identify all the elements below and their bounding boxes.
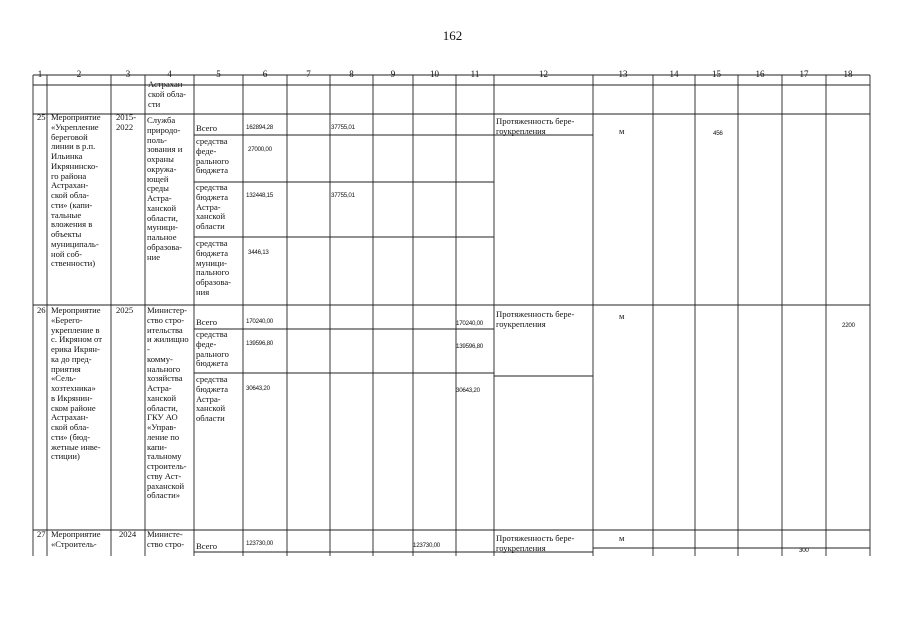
column-header-6: 6 (262, 69, 268, 79)
column-header-3: 3 (125, 69, 131, 79)
column-header-18: 18 (843, 69, 853, 79)
row-26-source-federal: средства феде- рального бюджета (196, 329, 229, 369)
row-26-number: 26 (37, 305, 46, 315)
row-26-regional-col6: 30643,20 (246, 385, 270, 392)
row-26-source-total: Всего (196, 317, 218, 327)
column-header-5: 5 (216, 69, 221, 79)
row-27-total-col10: 123730,00 (413, 542, 440, 549)
row-25-source-regional: средства бюджета Астра- ханской области (196, 182, 229, 231)
column-header-14: 14 (669, 69, 679, 79)
row-27-indicator: Протяженность бере- гоукрепления (496, 533, 575, 553)
column-header-2: 2 (76, 69, 82, 79)
column-header-16: 16 (755, 69, 765, 79)
row-25-executor: Служба природо- поль- зования и охраны окружа- ющей среды Астра- ханской области, муници- пальное образова- ние (147, 115, 183, 262)
row-25-period: 2015- 2022 (116, 112, 137, 132)
row-25-source-municipal: средства бюджета муници- пального образова- ния (196, 238, 232, 297)
row-27-name: Мероприятие «Строитель- (51, 529, 101, 549)
row-26-name: Мероприятие «Берего- укрепление в с. Икряном от ерика Икрян- ка до пред- приятия «Сель- хозтехника» в Икрянин- ском районе Астрахан- ской обла- сти» (бюд- жетные инве- стиции) (51, 305, 103, 462)
column-header-9: 9 (390, 69, 396, 79)
row-26-regional-col11: 30643,20 (456, 387, 480, 394)
row-26-total-col6: 170240,00 (246, 318, 273, 325)
column-header-4: 4 (167, 69, 172, 79)
page-number: 162 (442, 28, 463, 43)
column-header-11: 11 (470, 69, 480, 79)
row-25-municipal-col6: 3446,13 (248, 249, 269, 256)
row-25-source-total: Всего (196, 123, 218, 133)
row-27-col17: 300 (799, 547, 809, 554)
row-25-name: Мероприятие «Укрепление береговой линии в р.п. Ильинка Икрянинско- го района Астрахан- ской обла- сти» (капи- тальные вложения в объекты муниципаль- ной соб- ственности) (51, 112, 101, 269)
row-26-federal-col6: 139596,80 (246, 340, 273, 347)
row-25-col15: 456 (713, 130, 723, 137)
column-header-10: 10 (430, 69, 439, 79)
row-27-number: 27 (37, 529, 46, 539)
row-26-indicator: Протяженность бере- гоукрепления (496, 309, 575, 329)
column-header-1: 1 (37, 69, 43, 79)
row-26-federal-col11: 139596,80 (456, 343, 483, 350)
row-26-executor: Министер- ство стро- ительства и жилищно - комму- нального хозяйства Астра- ханской области, ГКУ АО «Управ- ление по капи- тальному строитель- ству Аст- раханской области» (147, 305, 189, 501)
row-25-total-col8: 37755,01 (331, 124, 355, 131)
column-header-8: 8 (349, 69, 354, 79)
column-header-13: 13 (618, 69, 628, 79)
continuation-executor: Астрахан- ской обла- сти (148, 79, 187, 109)
column-header-12: 12 (539, 69, 548, 79)
row-26-unit: м (619, 311, 625, 321)
row-25-indicator: Протяженность бере- гоукрепления (496, 116, 575, 136)
column-header-15: 15 (712, 69, 721, 79)
row-26-period: 2025 (116, 305, 134, 315)
row-27-total-col6: 123730,00 (246, 540, 273, 547)
row-25-regional-col8: 37755,01 (331, 192, 355, 199)
row-27-source-total: Всего (196, 541, 218, 551)
row-25-unit: м (619, 126, 625, 136)
row-27-unit: м (619, 533, 625, 543)
row-27-period: 2024 (119, 529, 137, 539)
row-25-federal-col6: 27000,00 (248, 146, 272, 153)
column-header-17: 17 (799, 69, 809, 79)
row-26-col18: 2200 (842, 322, 855, 329)
row-27-executor: Министе- ство стро- (147, 529, 185, 549)
row-26-source-regional: средства бюджета Астра- ханской области (196, 374, 229, 423)
row-26-total-col11: 170240,00 (456, 320, 483, 327)
column-header-7: 7 (306, 69, 311, 79)
row-25-number: 25 (37, 112, 46, 122)
row-25-total-col6: 162894,28 (246, 124, 273, 131)
row-25-source-federal: средства феде- рального бюджета (196, 136, 229, 176)
row-25-regional-col6: 132448,15 (246, 192, 273, 199)
